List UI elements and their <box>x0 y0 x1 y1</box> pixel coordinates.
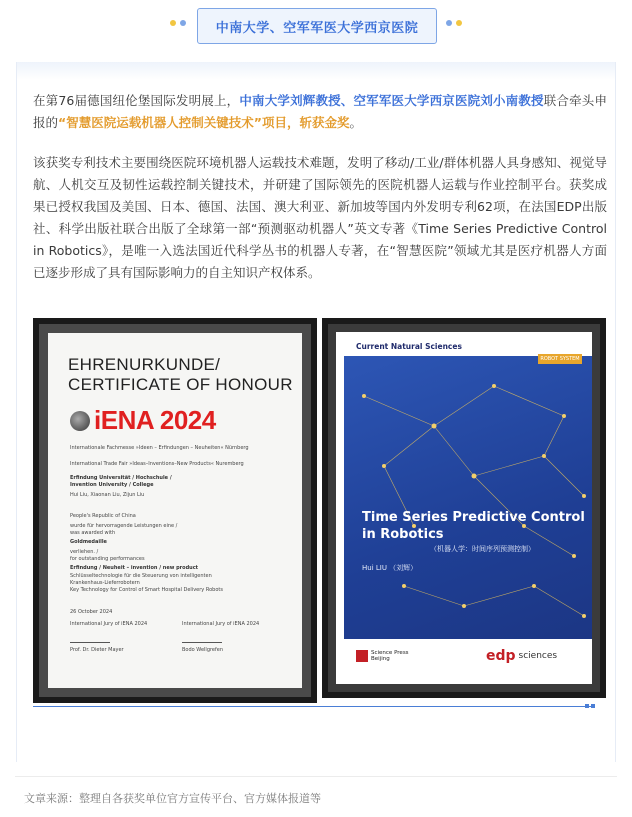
publisher1-name: Science Press <box>371 650 409 656</box>
network-graphic <box>344 356 592 639</box>
book-subtitle: （机器人学：时间序列预测控制） <box>430 545 535 553</box>
edp-text: edp <box>486 648 516 664</box>
signature-left <box>70 631 110 643</box>
certificate-image <box>33 318 317 703</box>
book-cover-art <box>344 356 592 639</box>
book-title <box>362 509 585 543</box>
cert-line: Key Technology for Control of Smart Hospital Delivery Robots <box>70 587 223 593</box>
cert-date: 26 October 2024 <box>70 609 113 615</box>
header-dots-left <box>170 20 186 26</box>
cert-signer-right: Bodo Wellgrefen <box>182 647 224 653</box>
globe-icon <box>70 411 90 431</box>
intro-project-award: “智慧医院运载机器人控制关键技术”项目，斩获金奖 <box>58 115 350 130</box>
cert-line: Goldmedaille <box>70 539 107 545</box>
cert-line: Internationale Fachmesse »Ideen – Erfindungen – Neuheiten« Nürnberg <box>70 445 249 451</box>
signature-right <box>182 631 222 643</box>
cert-jury-right: International Jury of iENA 2024 <box>182 621 260 627</box>
cert-line: Schlüsseltechnologie für die Steuerung von intelligenten <box>70 573 212 579</box>
cert-line: verliehen. / <box>70 549 99 555</box>
book-title-line1: Time Series Predictive Control <box>362 510 585 525</box>
book-author: Hui LIU （刘辉） <box>362 564 418 572</box>
book-title-line2: in Robotics <box>362 527 444 542</box>
book-cover-image <box>322 318 606 698</box>
iena-logo <box>70 405 216 436</box>
cert-line: Erfindung / Neuheit – invention / new product <box>70 565 199 571</box>
cert-line: People's Republic of China <box>70 513 136 519</box>
blue-dot-icon <box>446 20 452 26</box>
paragraph-intro <box>33 90 607 134</box>
square-icon <box>585 704 589 708</box>
card-border-right <box>615 62 616 762</box>
science-press-logo <box>356 650 409 662</box>
publisher1-city: Beijing <box>371 656 390 662</box>
certificate-title-de: EHRENURKUNDE/ <box>68 355 221 374</box>
header-title-box <box>197 8 437 44</box>
intro-professors: 中南大学刘辉教授、空军军医大学西京医院刘小南教授 <box>239 93 544 108</box>
cert-line: was awarded with <box>70 530 116 536</box>
card-border-left <box>16 62 17 762</box>
paragraph-details: 该获奖专利技术主要围绕医院环境机器人运载技术难题，发明了移动/工业/群体机器人具身感知、视觉导航、人机交互及韧性运载控制关键技术，并研建了国际领先的医院机器人运载与作业控制平台。获奖成果已授权我国及美国、日本、德国、法国、澳大利亚、新加坡等国内外发明专利62项，在法国EDP出版社、科学出版社联合出版了全球第一部“预测驱动机器人”英文专著《Time Series Predictive Control in Robotics》，是唯一入选法国近代科学丛书的机器人专著，在“智慧医院”领域尤其是医疗机器人方面已逐步形成了具有国际影响力的自主知识产权体系。 <box>33 155 607 280</box>
cert-line: wurde für hervorragende Leistungen eine / <box>70 523 178 529</box>
cert-line: for outstanding performances <box>70 556 145 562</box>
certificate-paper <box>48 333 302 688</box>
section-header <box>0 8 632 44</box>
cert-line: Krankenhaus-Lieferrobotern <box>70 580 140 586</box>
blue-dot-icon <box>180 20 186 26</box>
book-series: Current Natural Sciences <box>356 342 462 351</box>
cert-line: Erfindung Universität / Hochschule / <box>70 475 172 481</box>
science-press-icon <box>356 650 368 662</box>
iena-logo-text: iENA 2024 <box>94 405 216 435</box>
header-dots-right <box>446 20 462 26</box>
cert-line: International Trade Fair »Ideas–Inventions–New Products« Nuremberg <box>70 461 244 467</box>
section-divider <box>33 706 593 707</box>
yellow-dot-icon <box>456 20 462 26</box>
cert-signer-left: Prof. Dr. Dieter Mayer <box>70 647 124 653</box>
divider-dots <box>585 704 595 708</box>
book-badge: ROBOT SYSTEM <box>538 354 582 364</box>
sciences-text: sciences <box>518 651 558 661</box>
intro-prefix: 在第76届德国纽伦堡国际发明展上， <box>33 93 240 108</box>
certificate-title-en: CERTIFICATE OF HONOUR <box>68 375 293 394</box>
certificate-title <box>68 355 293 395</box>
cert-line: Hui Liu, Xiaonan Liu, Zijun Liu <box>70 492 145 498</box>
intro-end: 。 <box>349 115 362 130</box>
card-top-shade <box>16 62 616 80</box>
source-note: 文章来源：整理自各获奖单位官方宣传平台、官方媒体报道等 <box>24 792 321 805</box>
footer-rule <box>15 776 617 777</box>
edp-sciences-logo <box>486 648 557 664</box>
cert-line: Invention University / College <box>70 482 154 488</box>
cert-jury-left: International Jury of iENA 2024 <box>70 621 148 627</box>
book-cover <box>336 332 592 684</box>
square-icon <box>591 704 595 708</box>
intro-mid: 联合牵头申报的 <box>33 93 607 130</box>
yellow-dot-icon <box>170 20 176 26</box>
header-title: 中南大学、空军军医大学西京医院 <box>215 20 419 36</box>
